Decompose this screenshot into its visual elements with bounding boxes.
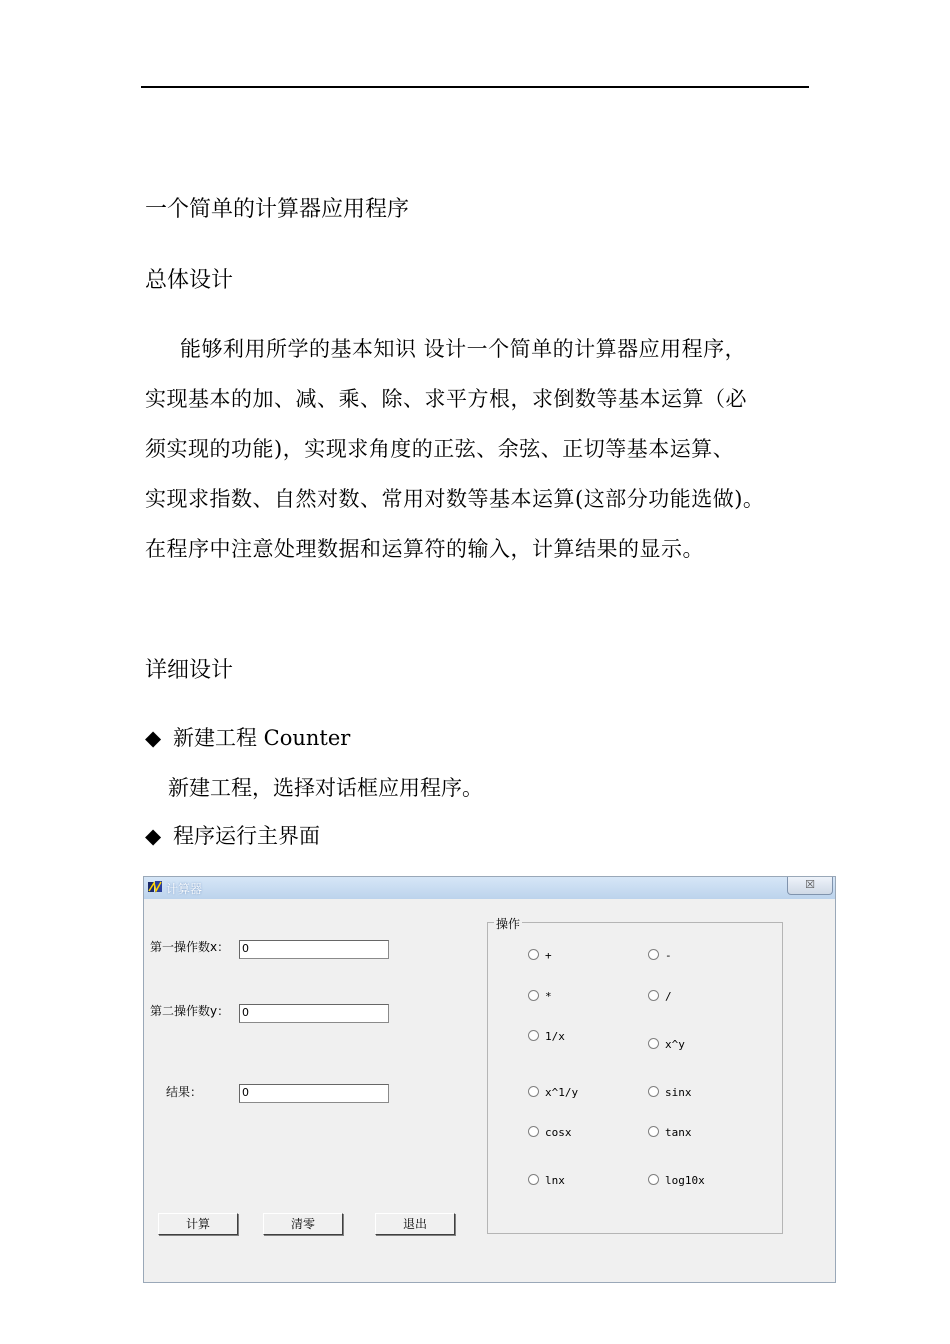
paragraph-line-1: 能够利用所学的基本知识 设计一个简单的计算器应用程序，: [180, 337, 747, 361]
label-result: 结果：: [166, 1085, 203, 1099]
header-rule: [141, 86, 809, 88]
radio-label: log10x: [665, 1174, 705, 1187]
bullet-new-project: [145, 722, 350, 752]
diamond-bullet-icon: ◆: [145, 726, 162, 750]
radio-root[interactable]: [528, 1086, 578, 1099]
radio-label: +: [545, 949, 552, 962]
paragraph-line-2: 实现基本的加、减、乘、除、求平方根，求倒数等基本运算（必: [145, 387, 747, 411]
dialog-titlebar[interactable]: [144, 877, 835, 899]
radio-icon: [528, 1174, 539, 1185]
document-title: 一个简单的计算器应用程序: [145, 197, 410, 222]
close-icon: ☒: [805, 878, 815, 891]
section-heading-detail: 详细设计: [145, 658, 234, 683]
radio-label: sinx: [665, 1086, 692, 1099]
second-operand-input[interactable]: 0: [239, 1004, 389, 1023]
radio-label: x^y: [665, 1038, 685, 1051]
radio-icon: [648, 949, 659, 960]
radio-icon: [648, 1174, 659, 1185]
radio-divide[interactable]: [648, 990, 672, 1003]
radio-icon: [528, 990, 539, 1001]
radio-label: *: [545, 990, 552, 1003]
app-icon: [147, 879, 163, 895]
radio-icon: [648, 1086, 659, 1097]
paragraph-line-3: 须实现的功能)，实现求角度的正弦、余弦、正切等基本运算、: [145, 437, 735, 461]
bullet-main-ui: [145, 820, 320, 850]
radio-icon: [528, 949, 539, 960]
operation-groupbox: [487, 917, 783, 1234]
calculator-dialog: [143, 876, 836, 1283]
radio-icon: [528, 1086, 539, 1097]
exit-button[interactable]: 退出: [375, 1213, 455, 1235]
dialog-title: 计算器: [166, 882, 203, 896]
radio-ln[interactable]: [528, 1174, 565, 1187]
radio-reciprocal[interactable]: [528, 1030, 565, 1043]
diamond-bullet-icon: ◆: [145, 824, 162, 848]
radio-multiply[interactable]: [528, 990, 552, 1003]
result-field[interactable]: 0: [239, 1084, 389, 1103]
paragraph-line-5: 在程序中注意处理数据和运算符的输入，计算结果的显示。: [145, 537, 704, 561]
calculate-button[interactable]: 计算: [158, 1213, 238, 1235]
radio-icon: [648, 1038, 659, 1049]
first-operand-input[interactable]: 0: [239, 940, 389, 959]
radio-label: -: [665, 949, 672, 962]
close-button[interactable]: [787, 877, 833, 895]
radio-icon: [528, 1030, 539, 1041]
radio-label: cosx: [545, 1126, 572, 1139]
groupbox-title: 操作: [496, 917, 521, 931]
radio-icon: [648, 990, 659, 1001]
radio-label: x^1/y: [545, 1086, 579, 1099]
clear-button[interactable]: 清零: [263, 1213, 343, 1235]
radio-subtract[interactable]: [648, 949, 672, 962]
radio-tan[interactable]: [648, 1126, 692, 1139]
radio-log10[interactable]: [648, 1174, 705, 1187]
radio-cos[interactable]: [528, 1126, 572, 1139]
radio-label: tanx: [665, 1126, 692, 1139]
radio-add[interactable]: [528, 949, 552, 962]
radio-label: /: [665, 990, 672, 1003]
radio-power[interactable]: [648, 1038, 685, 1051]
section-heading-overall: 总体设计: [145, 268, 234, 293]
radio-label: 1/x: [545, 1030, 565, 1043]
radio-label: lnx: [545, 1174, 565, 1187]
bullet-subtext: 新建工程，选择对话框应用程序。: [168, 776, 483, 800]
paragraph-line-4: 实现求指数、自然对数、常用对数等基本运算(这部分功能选做)。: [145, 487, 765, 511]
radio-icon: [648, 1126, 659, 1137]
radio-sin[interactable]: [648, 1086, 692, 1099]
label-second-operand: 第二操作数y：: [150, 1004, 230, 1018]
radio-icon: [528, 1126, 539, 1137]
label-first-operand: 第一操作数x：: [150, 940, 230, 954]
bullet-text: 新建工程 Counter: [173, 726, 351, 750]
bullet-text: 程序运行主界面: [173, 824, 320, 848]
